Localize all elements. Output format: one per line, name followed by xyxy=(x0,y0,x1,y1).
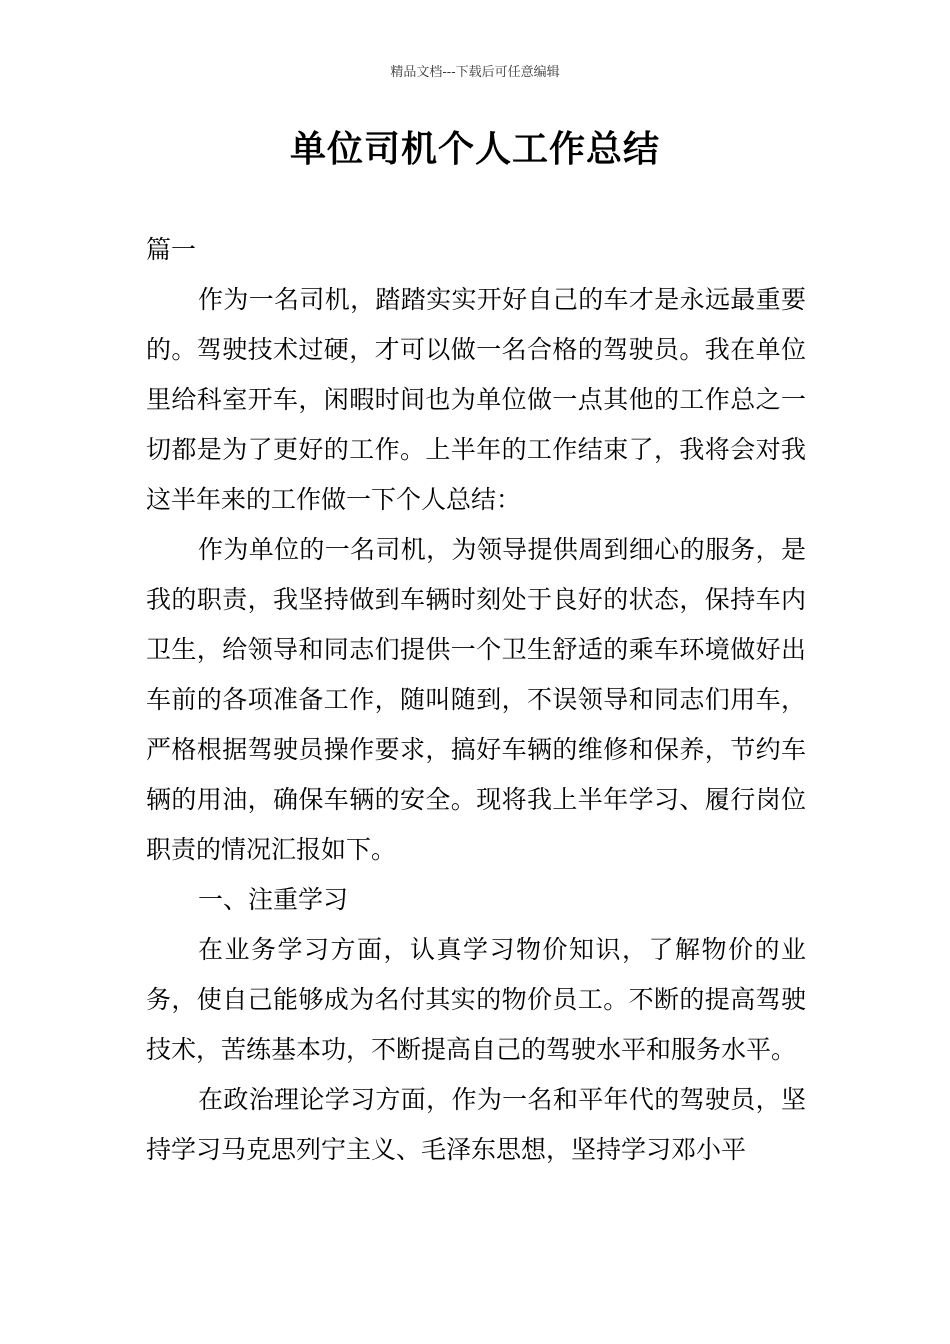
page-title: 单位司机个人工作总结 xyxy=(289,129,660,170)
paragraph: 在业务学习方面，认真学习物价知识，了解物价的业务，使自己能够成为名付其实的物价员工。不断的提高驾驶技术，苦练基本功，不断提高自己的驾驶水平和服务水平。 xyxy=(146,935,806,1064)
section-label: 篇一 xyxy=(146,235,197,264)
document-body xyxy=(146,225,806,1175)
paragraph: 作为单位的一名司机，为领导提供周到细心的服务，是我的职责，我坚持做到车辆时刻处于良好的状态，保持车内卫生，给领导和同志们提供一个卫生舒适的乘车环境做好出车前的各项准备工作，随叫随到，不误领导和同志们用车，严格根据驾驶员操作要求，搞好车辆的维修和保养，节约车辆的用油，确保车辆的安全。现将我上半年学习、履行岗位职责的情况汇报如下。 xyxy=(146,535,806,864)
section-heading: 一、注重学习 xyxy=(198,885,349,914)
paragraph: 在政治理论学习方面，作为一名和平年代的驾驶员，坚持学习马克思列宁主义、毛泽东思想，坚持学习邓小平 xyxy=(146,1085,806,1164)
header-note: 精品文档---下载后可任意编辑 xyxy=(390,65,560,80)
paragraph: 作为一名司机，踏踏实实开好自己的车才是永远最重要的。驾驶技术过硬，才可以做一名合格的驾驶员。我在单位里给科室开车，闲暇时间也为单位做一点其他的工作总之一切都是为了更好的工作。上半年的工作结束了，我将会对我这半年来的工作做一下个人总结： xyxy=(146,285,806,514)
